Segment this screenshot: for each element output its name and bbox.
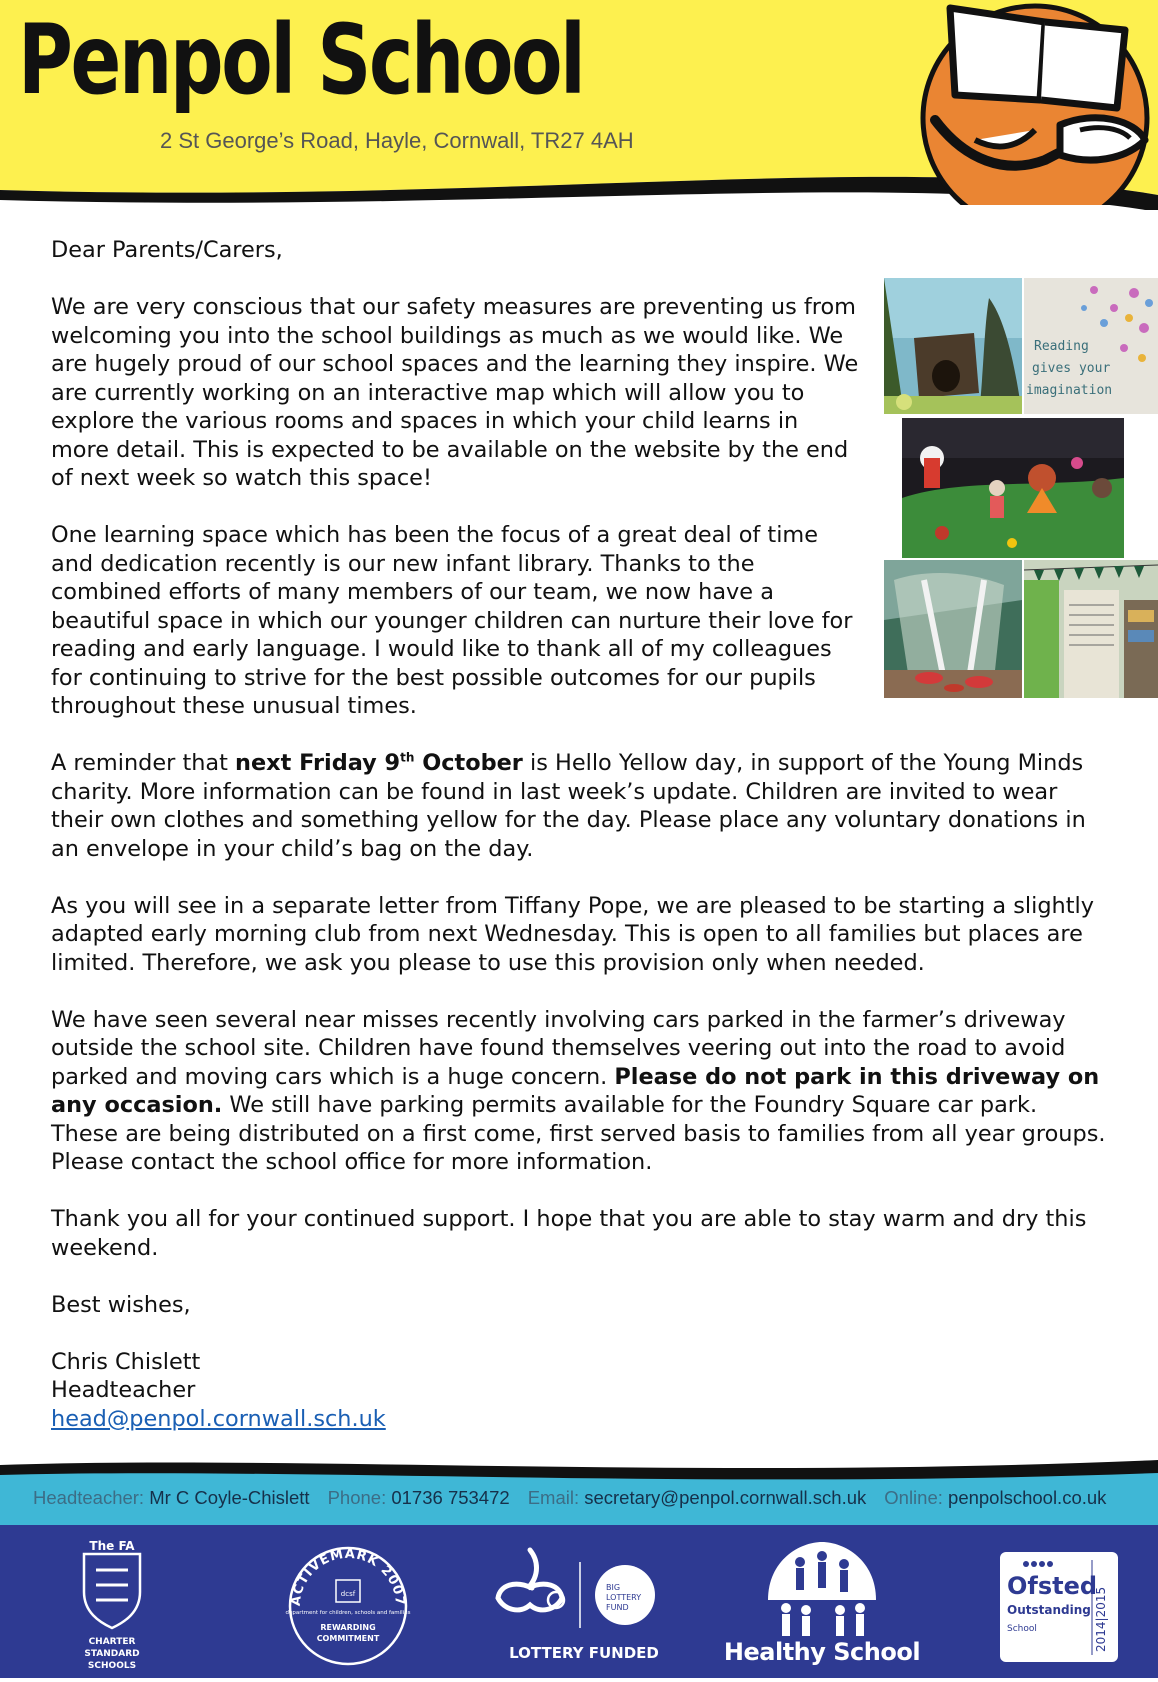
ofsted-badge [1000, 1552, 1118, 1662]
fa-line-schools: SCHOOLS [87, 1661, 137, 1671]
library-photo-collage [884, 278, 1158, 698]
library-photo-cave [884, 278, 1022, 414]
parking-intro: We have seen several near misses recently involving cars parked in the farmer’s driveway outside the school site. Children have found themselves veering out into the road to avoid parked and moving cars which is a huge concern. [51, 1006, 1066, 1090]
paragraph-infant-library: One learning space which has been the focus of a great deal of time and dedication recently is our new infant library. Thanks to the combined efforts of many members of our team, we now have a beautiful space in which our younger children can nurture their love for reading and early language. I would like to thank all of my colleagues for continuing to strive for the best possible outcomes for our pupils throughout these unusual times. [51, 522, 853, 719]
parking-details: We still have parking permits available for the Foundry Square car park. These are being distributed on a first come, first served basis to families from all year groups. Please contact the school office for more information. [51, 1092, 1106, 1175]
email-value[interactable]: secretary@penpol.cornwall.sch.uk [584, 1487, 867, 1508]
ofsted-grade: Outstanding [1007, 1603, 1091, 1617]
letterhead [0, 0, 1158, 210]
sign-text-gives-your: gives your [1032, 361, 1111, 376]
signer-name: Chris Chislett [51, 1348, 201, 1375]
online-label: Online: [884, 1487, 943, 1508]
big-lottery-fund: FUND [606, 1603, 629, 1612]
activemark-title: ACTIVEMARK 2007 [288, 1546, 408, 1607]
paragraph-interactive-map: We are very conscious that our safety measures are preventing us from welcoming you into the school buildings as much as we would like. We are hugely proud of our school spaces and the learning they inspire. We are currently working on an interactive map which will allow you to explore the various rooms and spaces in which your child learns in more detail. This is expected to be available on the website by the end of next week so watch this space! [51, 294, 859, 491]
parking-warning: Please do not park in this driveway on any occasion. [51, 1063, 1100, 1118]
paragraph-thanks: Thank you all for your continued support. I hope that you are able to stay warm and dry this weekend. [51, 1206, 1087, 1261]
activemark-dept: department for children, schools and families [285, 1610, 411, 1616]
activemark-rewarding: REWARDING [320, 1623, 376, 1632]
healthy-school-badge [724, 1542, 920, 1666]
hello-yellow-details: is Hello Yellow day, in support of the Young Minds charity. More information can be found in last week’s update. Children are invited to wear their own clothes and something yellow for the day. Please place any voluntary donations in an envelope in your child’s bag on the day. [51, 750, 1086, 862]
library-photo-canopy [884, 560, 1022, 698]
headteacher-label: Headteacher: [33, 1487, 145, 1508]
sign-text-imagination: imagination [1026, 383, 1113, 398]
paragraph-hello-yellow [51, 749, 1111, 863]
date-day: next Friday 9 [235, 750, 401, 776]
signer-email-link[interactable]: head@penpol.cornwall.sch.uk [51, 1405, 386, 1432]
hello-yellow-intro: A reminder that [51, 750, 236, 776]
sign-text-reading: Reading [1034, 339, 1089, 354]
date-ordinal: th [400, 750, 415, 765]
greeting: Dear Parents/Carers, [51, 237, 283, 263]
healthy-school-label: Healthy School [723, 1638, 921, 1666]
date-month: October [414, 750, 523, 776]
ofsted-school: School [1007, 1624, 1037, 1634]
accreditation-badges [0, 1530, 1158, 1678]
fa-top-text: The FA [89, 1539, 135, 1553]
email-label: Email: [527, 1487, 580, 1508]
school-name: Penpol School [18, 4, 584, 116]
headteacher-value: Mr C Coyle-Chislett [149, 1487, 310, 1508]
lottery-badge [498, 1550, 659, 1662]
ofsted-name: Ofsted [1007, 1572, 1098, 1600]
paragraph-morning-club: As you will see in a separate letter from Tiffany Pope, we are pleased to be starting a slightly adapted early morning club from next Wednesday. This is open to all families but places are limited. Therefore, we ask you please to use this provision only when needed. [51, 892, 1094, 976]
library-photo-mural [902, 418, 1124, 558]
phone-label: Phone: [327, 1487, 387, 1508]
library-photo-reading-sign [1024, 278, 1158, 414]
lottery-funded-label: LOTTERY FUNDED [509, 1644, 659, 1662]
fa-line-charter: CHARTER [88, 1637, 136, 1647]
library-photo-shelves [1024, 560, 1158, 698]
phone-value: 01736 753472 [391, 1487, 510, 1508]
sign-off: Best wishes, [51, 1291, 191, 1318]
big-lottery-lottery: LOTTERY [606, 1593, 642, 1602]
fa-charter-badge [84, 1539, 140, 1671]
school-logo [895, 0, 1158, 205]
contact-strip [0, 1475, 1158, 1521]
paragraph-parking [51, 1006, 1111, 1177]
school-address: 2 St George’s Road, Hayle, Cornwall, TR27 4AH [160, 128, 634, 153]
hello-yellow-date [235, 750, 523, 776]
ofsted-years: 2014|2015 [1094, 1586, 1108, 1652]
fa-line-standard: STANDARD [84, 1649, 140, 1659]
activemark-commitment: COMMITMENT [316, 1634, 380, 1643]
activemark-badge [285, 1547, 410, 1664]
big-lottery-big: BIG [606, 1583, 621, 1592]
signer-title: Headteacher [51, 1377, 196, 1403]
online-value[interactable]: penpolschool.co.uk [948, 1487, 1107, 1508]
activemark-dcsf: dcsf [340, 1590, 356, 1598]
